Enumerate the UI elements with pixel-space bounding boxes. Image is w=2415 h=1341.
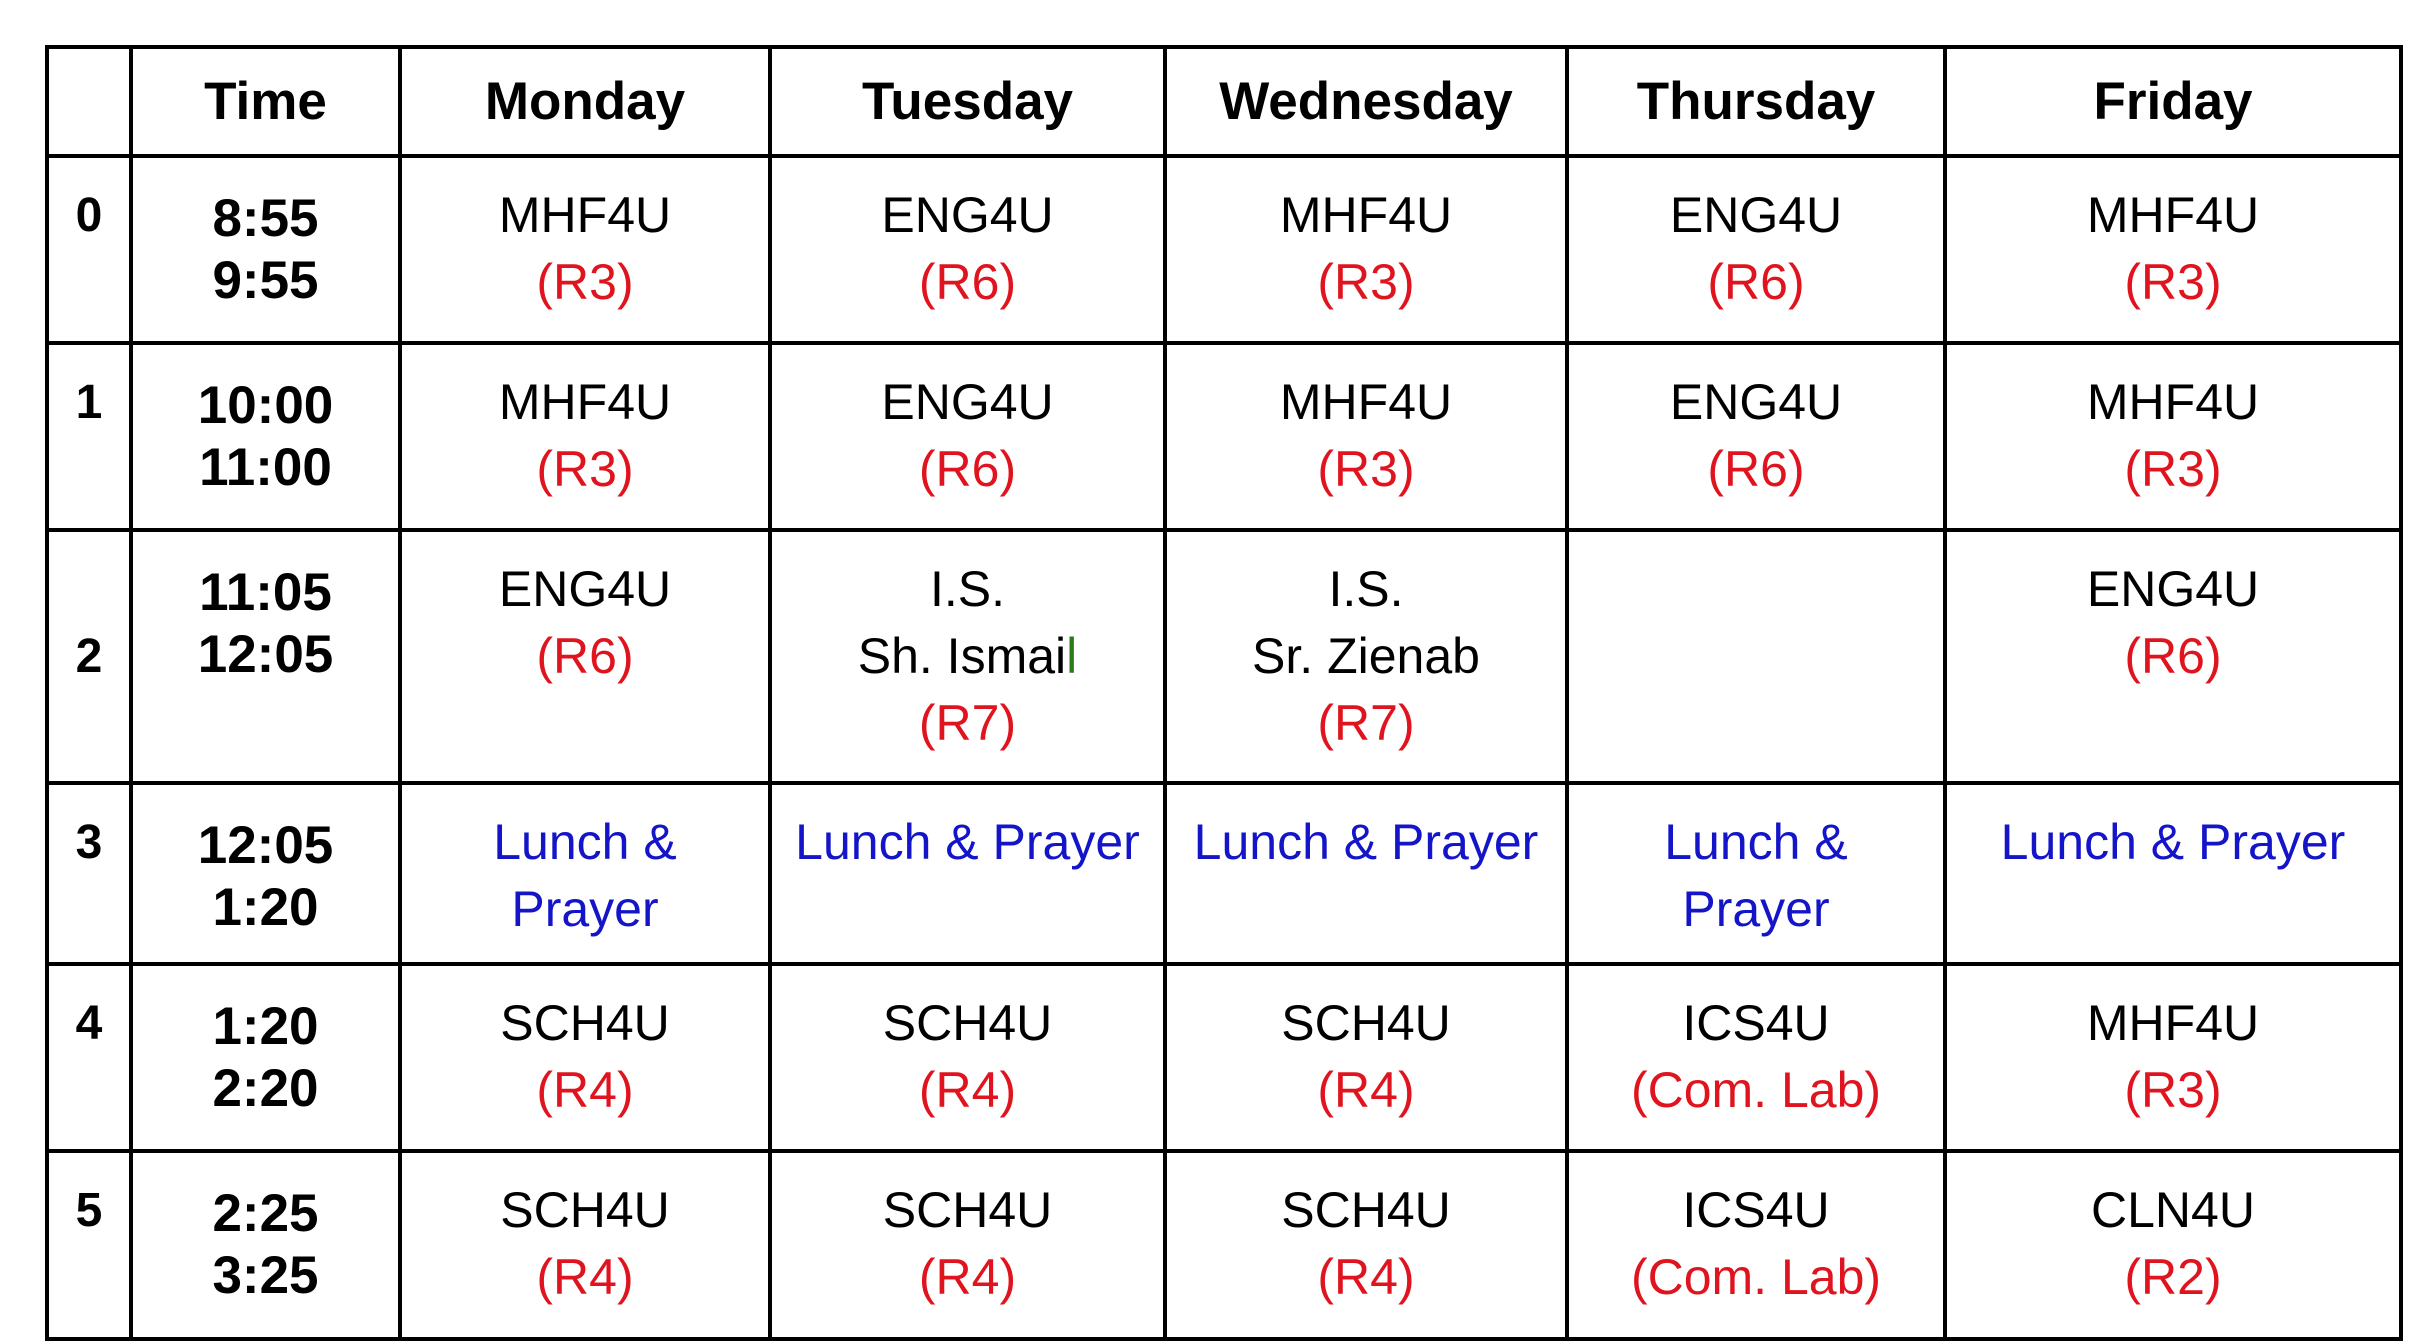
course-code: ICS4U [1682,1182,1830,1238]
course-code: MHF4U [2086,187,2260,243]
class-cell [1567,343,1945,530]
lunch-label: Lunch & [493,814,677,870]
header-monday: Monday [400,47,770,156]
room-label: (R4) [1317,1062,1415,1118]
teacher-name [772,623,1163,690]
room-label: (R6) [1707,254,1805,310]
class-cell [1567,1151,1945,1339]
room-label: (Com. Lab) [1630,1249,1882,1305]
header-friday: Friday [1945,47,2401,156]
table-row [47,343,2401,530]
room-label: (R6) [918,441,1017,497]
course-code: CLN4U [2091,1182,2255,1238]
class-cell [1165,964,1567,1151]
time-end: 12:05 [197,625,334,684]
teacher-name-tail: l [1066,628,1078,684]
time-cell [131,783,400,964]
course-code: ENG4U [1669,374,1843,430]
room-label: (R6) [918,254,1017,310]
teacher-name [1167,623,1565,690]
course-code: SCH4U [1281,995,1451,1051]
lunch-label: Lunch & Prayer [1193,814,1539,870]
time-start: 11:05 [199,563,332,622]
time-cell [131,343,400,530]
time-cell [131,964,400,1151]
course-code: ENG4U [2086,561,2260,617]
course-code: ENG4U [881,374,1054,430]
course-code: SCH4U [1281,1182,1451,1238]
lunch-cell [1945,783,2401,964]
time-start: 12:05 [197,816,334,875]
course-code: ICS4U [1682,995,1830,1051]
table-row [47,156,2401,343]
course-code: MHF4U [2086,374,2260,430]
room-label: (R6) [1707,441,1805,497]
class-cell [1945,1151,2401,1339]
room-label: (R3) [2124,1062,2222,1118]
time-end: 11:00 [199,438,332,497]
class-cell [1165,530,1567,783]
class-cell-empty [1567,530,1945,783]
teacher-name-main: Sh. Ismai [857,628,1067,684]
header-period [47,47,131,156]
course-code: ENG4U [881,187,1054,243]
period-number: 0 [47,156,131,343]
table-row [47,783,2401,964]
course-code: SCH4U [882,1182,1053,1238]
room-label: (R4) [536,1249,634,1305]
header-wednesday: Wednesday [1165,47,1567,156]
time-cell [131,530,400,783]
time-end: 1:20 [212,878,319,937]
time-end: 2:20 [212,1059,319,1118]
course-code: MHF4U [1279,374,1453,430]
course-code: SCH4U [882,995,1053,1051]
room-label: (R3) [536,441,634,497]
header-thursday: Thursday [1567,47,1945,156]
class-cell [770,156,1165,343]
room-label: (R4) [918,1062,1017,1118]
time-start: 2:25 [212,1184,319,1243]
class-cell [400,343,770,530]
period-number: 3 [47,783,131,964]
period-number: 2 [47,530,131,783]
room-label: (R4) [1317,1249,1415,1305]
period-number: 5 [47,1151,131,1339]
class-cell [1567,156,1945,343]
period-number: 4 [47,964,131,1151]
header-tuesday: Tuesday [770,47,1165,156]
course-code: MHF4U [498,187,672,243]
room-label: (R3) [1317,441,1415,497]
time-start: 1:20 [212,997,319,1056]
timetable [45,45,2403,1341]
class-cell [1945,530,2401,783]
table-row [47,1151,2401,1339]
room-label: (R3) [2124,441,2222,497]
class-cell [1945,343,2401,530]
room-label: (R2) [2124,1249,2222,1305]
course-code: MHF4U [2086,995,2260,1051]
table-row [47,530,2401,783]
lunch-cell [1165,783,1567,964]
course-code: I.S. [1328,561,1404,617]
class-cell [1165,343,1567,530]
time-cell [131,156,400,343]
time-end: 9:55 [212,251,319,310]
lunch-label: Lunch & [1664,814,1848,870]
header-time: Time [131,47,400,156]
room-label: (R4) [918,1249,1017,1305]
header-row [47,47,2401,156]
course-code: MHF4U [498,374,672,430]
class-cell [1567,964,1945,1151]
room-label: (R7) [1317,695,1415,751]
class-cell [1165,156,1567,343]
class-cell [1945,964,2401,1151]
time-cell [131,1151,400,1339]
lunch-label-cont: Prayer [1682,881,1830,937]
time-start: 8:55 [212,189,319,248]
teacher-name-main: Sr. Zienab [1252,628,1480,684]
course-code: I.S. [929,561,1006,617]
class-cell [400,156,770,343]
class-cell [400,1151,770,1339]
class-cell [1945,156,2401,343]
time-end: 3:25 [212,1246,319,1305]
lunch-cell [770,783,1165,964]
course-code: ENG4U [498,561,672,617]
class-cell [400,964,770,1151]
table-row [47,964,2401,1151]
class-cell [770,964,1165,1151]
room-label: (R3) [2124,254,2222,310]
period-number: 1 [47,343,131,530]
class-cell [770,1151,1165,1339]
room-label: (Com. Lab) [1630,1062,1882,1118]
lunch-cell [400,783,770,964]
course-code: ENG4U [1669,187,1843,243]
room-label: (R3) [1317,254,1415,310]
course-code: MHF4U [1279,187,1453,243]
class-cell [1165,1151,1567,1339]
course-code: SCH4U [500,995,670,1051]
room-label: (R6) [536,628,634,684]
lunch-label: Lunch & Prayer [2000,814,2346,870]
class-cell [400,530,770,783]
lunch-label: Lunch & Prayer [795,814,1140,870]
lunch-label-cont: Prayer [511,881,659,937]
room-label: (R4) [536,1062,634,1118]
class-cell [770,530,1165,783]
course-code: SCH4U [500,1182,670,1238]
room-label: (R3) [536,254,634,310]
room-label: (R7) [918,695,1017,751]
lunch-cell [1567,783,1945,964]
class-cell [770,343,1165,530]
time-start: 10:00 [197,376,334,435]
room-label: (R6) [2124,628,2222,684]
